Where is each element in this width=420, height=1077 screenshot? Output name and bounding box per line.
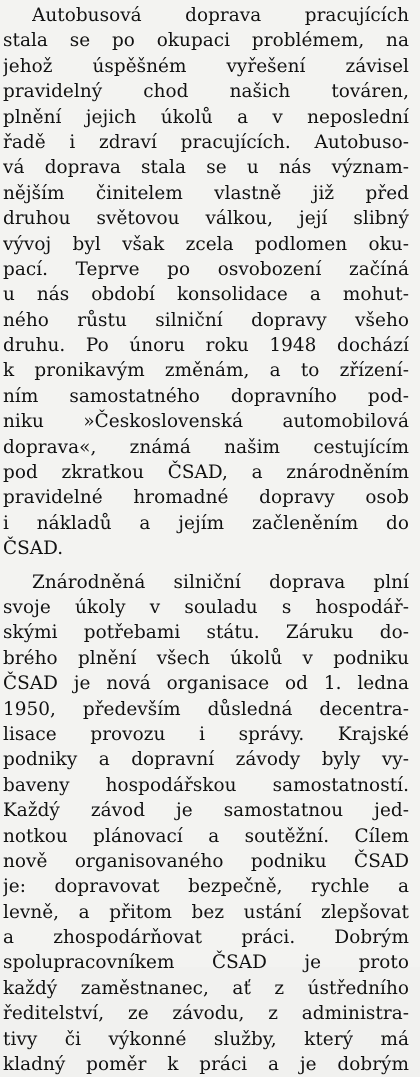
text-line: lisace provozu i správy. Krajské (3, 723, 409, 745)
text-line: každý zaměstnanec, ať z ústředního (3, 977, 409, 999)
text-line: skými potřebami státu. Záruku do- (3, 622, 409, 644)
text-line: ČSAD. (3, 538, 64, 560)
text-line: i nákladů a jejím začleněním do (3, 512, 409, 534)
text-line: pací. Teprve po osvobození začíná (3, 258, 409, 280)
text-line: a zhospodárňovat práci. Dobrým (3, 927, 409, 949)
text-line: pravidelné hromadné dopravy osob (3, 487, 409, 509)
text-line: ného růstu silniční dopravy všeho (3, 309, 409, 331)
text-line: k pronikavým změnám, a to zřízení- (3, 360, 409, 382)
text-line: levně, a přitom bez ustání zlepšovat (3, 901, 409, 923)
text-line: podniky a dopravní závody byly vy- (3, 749, 409, 771)
text-line: druhou světovou válkou, její slibný (3, 208, 409, 230)
text-line: 1950, především důsledná decentra- (3, 698, 409, 720)
text-line: kladný poměr k práci a je dobrým (3, 1054, 409, 1076)
text-line: vá doprava stala se u nás význam- (3, 157, 409, 179)
text-line: u nás období konsolidace a mohut- (3, 284, 409, 306)
text-line: je: dopravovat bezpečně, rychle a (3, 876, 409, 898)
text-line: druhu. Po únoru roku 1948 dochází (3, 335, 409, 357)
text-line: notkou plánovací a soutěžní. Cílem (3, 825, 409, 847)
text-line: ředitelství, ze závodu, z administra- (3, 1003, 409, 1025)
text-line: nějším činitelem vlastně již před (3, 182, 409, 204)
text-line: baveny hospodářskou samostatností. (3, 774, 409, 796)
paragraph-2 (3, 570, 409, 1077)
text-line: doprava«, známá našim cestujícím (3, 436, 409, 458)
text-column (3, 3, 409, 1077)
paragraph-1 (3, 3, 409, 562)
text-line: jehož úspěšném vyřešení závisel (3, 55, 409, 77)
text-line: vývoj byl však zcela podlomen oku- (3, 233, 409, 255)
text-line: spolupracovníkem ČSAD je proto (3, 952, 409, 974)
text-line: nově organisovaného podniku ČSAD (3, 850, 409, 872)
text-line: pod zkratkou ČSAD, a znárodněním (3, 462, 409, 484)
text-line: řadě i zdraví pracujících. Autobuso- (3, 131, 409, 153)
text-line: Každý závod je samostatnou jed- (3, 800, 409, 822)
text-line: plnění jejich úkolů a v neposlední (3, 106, 409, 128)
text-line: svoje úkoly v souladu s hospodář- (3, 596, 409, 618)
text-line: Autobusová doprava pracujících (32, 5, 409, 26)
text-line: stala se po okupaci problémem, na (3, 30, 409, 52)
text-line: tivy či výkonné služby, který má (3, 1028, 409, 1050)
text-line: Znárodněná silniční doprava plní (32, 571, 409, 593)
text-line: niku »Československá automobilová (3, 411, 409, 433)
text-line: brého plnění všech úkolů v podniku (3, 647, 409, 669)
text-line: ním samostatného dopravního pod- (3, 385, 409, 407)
text-line: ČSAD je nová organisace od 1. ledna (3, 673, 409, 695)
text-line: pravidelný chod našich továren, (3, 81, 409, 103)
